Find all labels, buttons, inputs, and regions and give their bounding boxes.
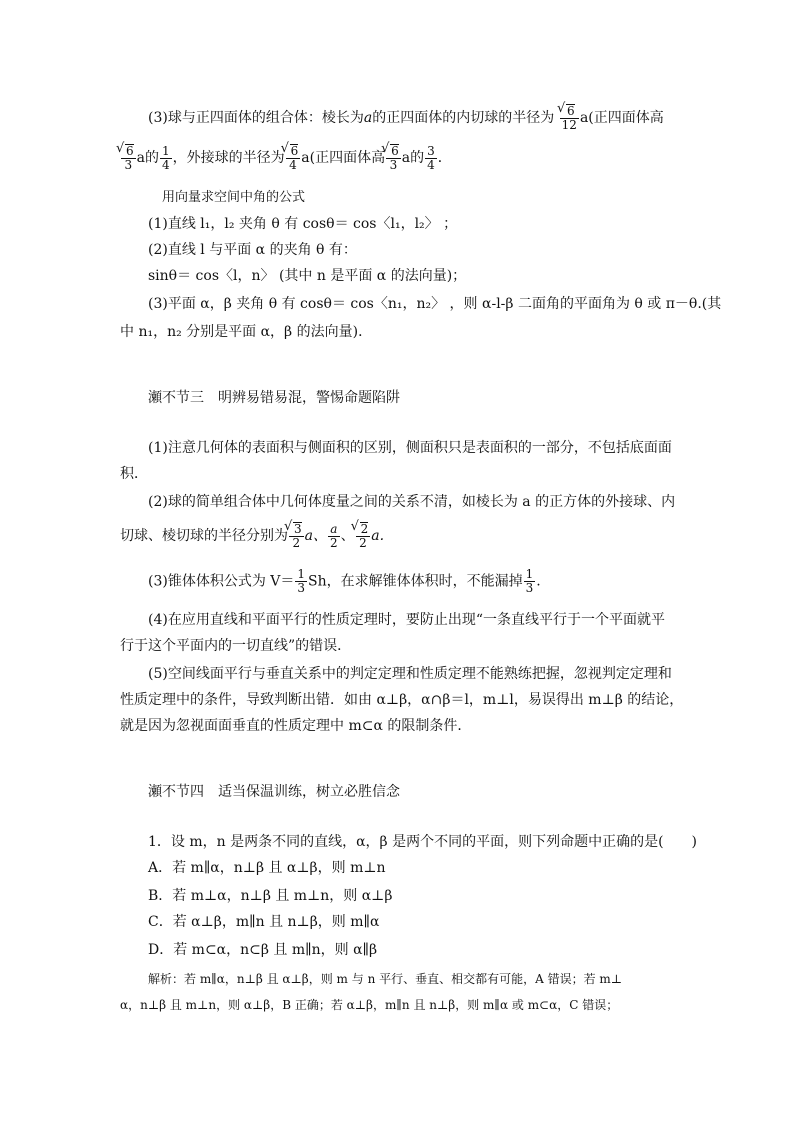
formula-line3: sinθ＝ cos〈l，n〉 (其中 n 是平面 α 的法向量)； (148, 268, 467, 284)
section3-item4: (4)在应用直线和平面平行的性质定理时，要防止出现“一条直线平行于一个平面就平 (148, 612, 665, 628)
fraction-3-over-4: $\frac{3}{4}$ (427, 143, 435, 172)
section3-item2: (2)球的简单组合体中几何体度量之间的关系不清，如棱长为 a 的正方体的外接球、内 (148, 494, 676, 510)
fraction-1-over-3b: $\frac{1}{3}$ (525, 567, 534, 595)
fraction-a-over-2: $\frac{a}{2}$ (330, 521, 338, 550)
formula-line1: (1)直线 l₁，l₂ 夹角 θ 有 cosθ＝ cos〈l₁，l₂〉 ； (148, 216, 458, 232)
section3-item5-cont: 性质定理中的条件，导致判断出错．如由 α⊥β，α∩β＝l，m⊥l，易误得出 m⊥β 的结论， (120, 692, 684, 708)
section3-item1: (1)注意几何体的表面积与侧面积的区别，侧面积只是表面积的一部分，不包括底面面 (148, 440, 672, 456)
section3-title: 瀬不节三 明辨易错易混，警惕命题陷阱 (148, 390, 400, 406)
solution-line2: α，n⊥β 且 m⊥n，则 α⊥β，B 正确；若 α⊥β，m∥n 且 n⊥β，则 m∥α 或 m⊂α，C 错误； (120, 998, 619, 1012)
fraction-sqrt6-over-3b: √ $\frac{6}{3}$ (386, 144, 401, 172)
fraction-sqrt2-over-2: √ $\frac{2}{2}$ (356, 522, 371, 550)
formula-line4: (3)平面 α，β 夹角 θ 有 cosθ＝ cos〈n₁，n₂〉 ，则 α-l-β 二面角的平面角为 θ 或 π－θ.(其 (148, 296, 722, 312)
option-b: B．若 m⊥α，n⊥β 且 m⊥n，则 α⊥β (148, 888, 393, 904)
section3-item5: (5)空间线面平行与垂直关系中的判定定理和性质定理不能熟练把握，忽视判定定理和 (148, 666, 672, 682)
fraction-sqrt6-over-3: √ $\frac{6}{3}$ (121, 144, 136, 172)
fraction-sqrt3-over-2: √ $\frac{3}{2}$ (289, 522, 304, 550)
fraction-1-over-4: $\frac{1}{4}$ (162, 143, 170, 172)
fraction-sqrt6-over-4: √ $\frac{6}{4}$ (286, 144, 301, 172)
section3-item4-cont: 行于这个平面内的一切直线”的错误． (120, 638, 352, 654)
section3-item5-cont2: 就是因为忽视面面垂直的性质定理中 m⊂α 的限制条件． (120, 718, 472, 734)
solution-line1: 解析：若 m∥α，n⊥β 且 α⊥β，则 m 与 n 平行、垂直、相交都有可能，A 错误；若 m⊥ (148, 972, 623, 986)
option-a: A．若 m∥α，n⊥β 且 α⊥β，则 m⊥n (148, 860, 386, 876)
ball-tetrahedron-line2: √ $\frac{6}{3}$ a的 $\frac{1}{4}$ ，外接球的半径为 √ $\frac{6}{4}$ a(正四面体高 √ $\frac{6}{3}$ a的 $\frac{3}{4}$ ． (120, 144, 680, 172)
section3-item2-cont: 切球、棱切球的半径分别为 √ $\frac{3}{2}$ a、 $\frac{a}{2}$ 、 √ $\frac{2}{2}$ a. (120, 522, 680, 550)
formula-title: 用向量求空间中角的公式 (162, 190, 306, 205)
formula-line5: 中 n₁，n₂ 分别是平面 α，β 的法向量)． (120, 324, 373, 340)
fraction-sqrt6-over-12: √ $\frac{6}{12}$ (560, 104, 579, 132)
section4-title: 瀬不节四 适当保温训练，树立必胜信念 (148, 784, 400, 800)
fraction-1-over-3: $\frac{1}{3}$ (297, 567, 306, 595)
option-d: D．若 m⊂α，n⊂β 且 m∥n，则 α∥β (148, 942, 378, 958)
section3-item3: (3)锥体体积公式为 V＝ $\frac{1}{3}$ Sh，在求解锥体体积时，不能漏掉 $\frac{1}{3}$ . (148, 567, 541, 595)
ball-tetrahedron-line1: (3)球与正四面体的组合体：棱长为a的正四面体的内切球的半径为 √ $\frac{6}{12}$ a(正四面体高 (148, 104, 708, 132)
option-c: C．若 α⊥β，m∥n 且 n⊥β，则 m∥α (148, 914, 380, 930)
formula-line2: (2)直线 l 与平面 α 的夹角 θ 有： (148, 242, 357, 258)
question-1: 1．设 m，n 是两条不同的直线，α，β 是两个不同的平面，则下列命题中正确的是( ) (148, 834, 698, 850)
section3-item1-cont: 积． (120, 466, 148, 482)
